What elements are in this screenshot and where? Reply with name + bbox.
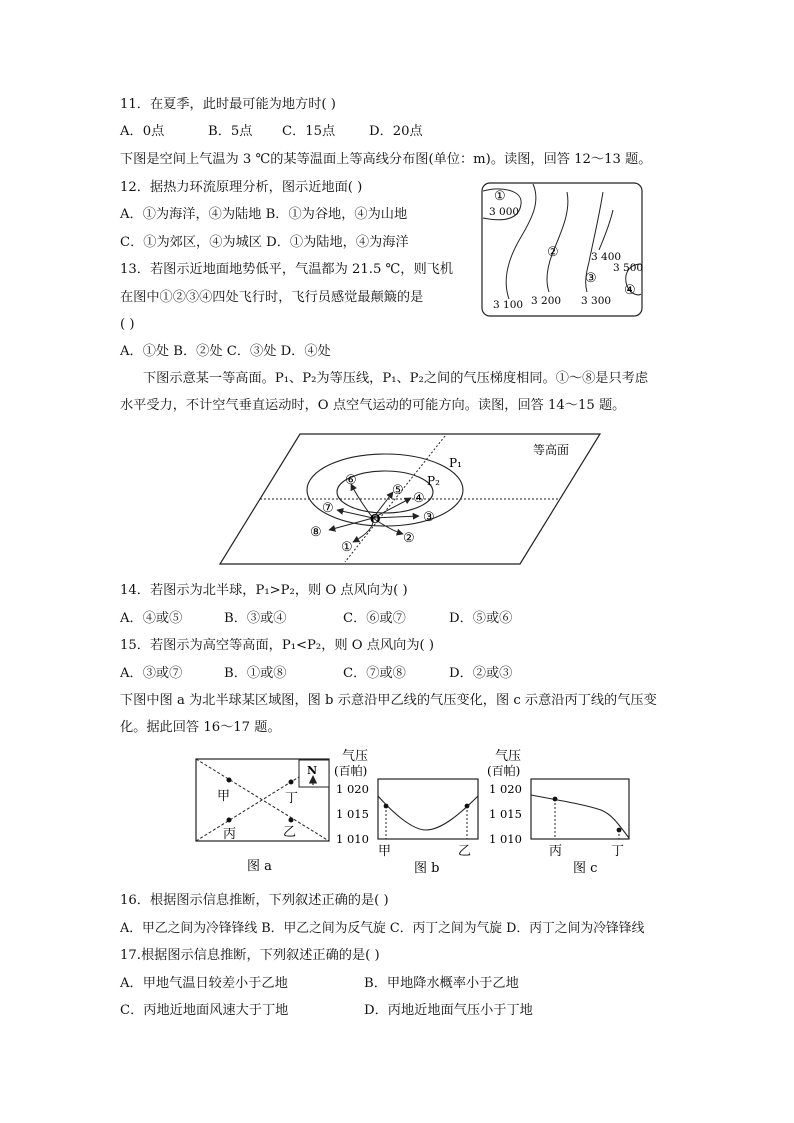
q11-stem: 11．在夏季，此时最可能为地方时( ) (120, 97, 336, 112)
figure-a-caption: 图 a (247, 859, 272, 874)
arrow-label-4: ④ (413, 491, 425, 506)
arrow-label-3: ③ (423, 510, 435, 525)
q17-option-d: D．丙地近地面气压小于丁地 (364, 1003, 533, 1018)
q17-stem: 17.根据图示信息推断，下列叙述正确的是( ) (120, 948, 380, 963)
label-p1: P₁ (449, 456, 462, 470)
q13-options: A．①处 B．②处 C．③处 D．④处 (120, 344, 331, 359)
q14-option-a: A．④或⑤ (120, 611, 183, 626)
contour-map-figure (481, 182, 643, 318)
q16-stem: 16．根据图示信息推断，下列叙述正确的是( ) (120, 893, 389, 908)
q11-option-b: B．5点 (208, 124, 253, 139)
contour-label-3200: 3 200 (531, 295, 562, 307)
contour-label-3100: 3 100 (493, 299, 524, 311)
contour-map-frame (482, 183, 642, 316)
contour-label-3400: 3 400 (591, 251, 622, 263)
contour-label-3500: 3 500 (613, 262, 643, 274)
q13-stem-line2: 在图中①②③④四处飞行时，飞行员感觉最颠簸的是 (120, 290, 424, 305)
q11-option-d: D．20点 (369, 124, 423, 139)
q12-stem: 12．据热力环流原理分析，图示近地面( ) (120, 180, 363, 195)
label-jia: 甲 (217, 789, 231, 804)
label-ding: 丁 (285, 791, 299, 806)
q17-option-b: B．甲地降水概率小于乙地 (364, 976, 519, 991)
marker-2: ② (547, 245, 559, 260)
fig-b-xlabel-jia: 甲 (378, 844, 392, 859)
q16-options: A．甲乙之间为冷锋锋线 B．甲乙之间为反气旋 C．丙丁之间为气旋 D．丙丁之间为冷锋锋线 (120, 921, 645, 936)
arrow-8 (329, 518, 373, 530)
arrow-label-2: ② (403, 531, 415, 546)
arrow-label-5: ⑤ (392, 483, 404, 498)
fig-c-point-bing (553, 797, 558, 802)
fig-b-point-yi (465, 804, 470, 809)
intro-14-15-line1: 下图示意某一等高面。P₁、P₂为等压线，P₁、P₂之间的气压梯度相同。①～⑧是只考虑 (143, 371, 649, 386)
fig-b-pressure-curve (378, 796, 478, 830)
arrow-label-7: ⑦ (322, 501, 334, 516)
fig-c-plot-frame (531, 779, 629, 839)
intro-16-17-line2: 化。据此回答 16～17 题。 (120, 720, 281, 735)
q14-stem: 14．若图示为北半球，P₁>P₂，则 O 点风向为( ) (120, 583, 408, 598)
figure-b-chart (334, 744, 482, 878)
point-jia (227, 778, 232, 783)
fig-b-tick-1010: 1 010 (336, 832, 369, 846)
point-yi (289, 818, 294, 823)
contour-line-3400 (599, 210, 613, 250)
q12-options-ab: A．①为海洋，④为陆地 B．①为谷地，④为山地 (120, 207, 408, 222)
q11-option-c: C．15点 (282, 124, 336, 139)
intro-14-15-line2: 水平受力，不计空气垂直运动时，O 点空气运动的可能方向。读图，回答 14～15 题。 (120, 398, 626, 413)
fig-c-ylabel: 气压 (495, 749, 522, 764)
intro-12-13: 下图是空间上气温为 3 ℃的某等温面上等高线分布图(单位：m)。读图，回答 12～13 题。 (120, 152, 652, 167)
fig-b-yunit: (百帕) (334, 764, 368, 778)
fig-c-xlabel-bing: 丙 (549, 844, 563, 859)
fig-c-xlabel-ding: 丁 (611, 844, 625, 859)
isobar-plane-figure (215, 430, 605, 568)
q12-options-cd: C．①为郊区，④为城区 D．①为陆地，④为海洋 (120, 235, 409, 250)
fig-c-tick-1010: 1 010 (489, 832, 522, 846)
label-bing: 丙 (223, 827, 237, 842)
fig-c-tick-1020: 1 020 (489, 782, 522, 796)
q14-option-b: B．③或④ (224, 611, 287, 626)
fig-c-tick-1015: 1 015 (489, 807, 522, 821)
contour-label-3300: 3 300 (581, 295, 612, 307)
fig-c-point-ding (617, 828, 622, 833)
contour-label-3000: 3 000 (489, 206, 520, 218)
q13-stem-line3: ( ) (120, 317, 135, 332)
arrow-label-6: ⑥ (345, 473, 357, 488)
label-yi: 乙 (283, 825, 297, 840)
point-bing (227, 818, 232, 823)
marker-4: ④ (624, 283, 636, 298)
north-label: N (307, 764, 318, 777)
figure-c-caption: 图 c (573, 861, 598, 876)
figure-c-chart (487, 744, 633, 878)
q15-option-a: A．③或⑦ (120, 666, 183, 681)
fig-b-tick-1020: 1 020 (336, 782, 369, 796)
q14-option-c: C．⑥或⑦ (343, 611, 406, 626)
fig-b-point-jia (384, 804, 389, 809)
q15-stem: 15．若图示为高空等高面，P₁<P₂，则 O 点风向为( ) (120, 638, 435, 653)
q15-option-d: D．②或③ (449, 666, 513, 681)
plane-title: 等高面 (533, 443, 570, 457)
q11-option-a: A．0点 (120, 124, 165, 139)
point-ding (289, 780, 294, 785)
q13-stem-line1: 13．若图示近地面地势低平，气温都为 21.5 ℃，则飞机 (120, 262, 454, 277)
fig-b-tick-1015: 1 015 (336, 807, 369, 821)
arrow-label-8: ⑧ (310, 525, 322, 540)
arrow-label-1: ① (341, 540, 353, 555)
fig-c-pressure-curve (531, 795, 629, 838)
fig-b-ylabel: 气压 (342, 749, 369, 764)
contour-line-3200 (547, 192, 568, 292)
fig-c-yunit: (百帕) (487, 764, 521, 778)
origin-o: O (370, 512, 381, 526)
q15-option-b: B．①或⑧ (224, 666, 287, 681)
marker-1: ① (494, 189, 506, 204)
q17-option-a: A．甲地气温日较差小于乙地 (120, 976, 288, 991)
figure-a (195, 758, 331, 876)
q15-option-c: C．⑦或⑧ (343, 666, 406, 681)
intro-16-17-line1: 下图中图 a 为北半球某区域图，图 b 示意沿甲乙线的气压变化，图 c 示意沿丙丁线的气压变 (120, 693, 657, 708)
q17-option-c: C．丙地近地面风速大于丁地 (120, 1003, 289, 1018)
marker-3: ③ (585, 271, 597, 286)
figure-b-caption: 图 b (414, 861, 440, 876)
label-p2: P₂ (427, 474, 440, 488)
fig-b-xlabel-yi: 乙 (458, 844, 472, 859)
q14-option-d: D．⑤或⑥ (449, 611, 513, 626)
